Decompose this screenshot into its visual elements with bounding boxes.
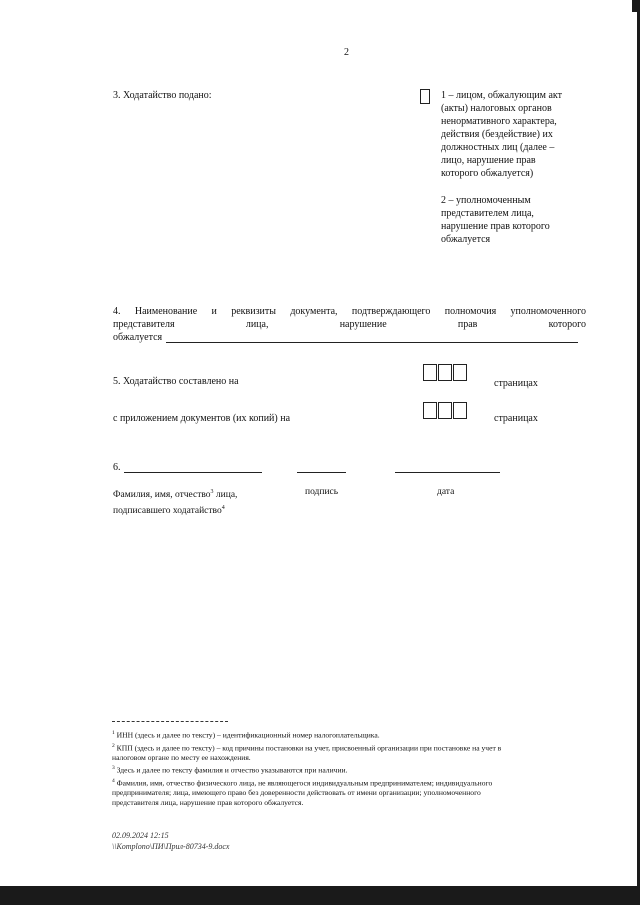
name-signature-line[interactable]	[124, 472, 262, 473]
attachments-digit-box-3[interactable]	[453, 402, 467, 419]
footnote-4-cont2: представителя лица, нарушение прав которого обжалуется.	[112, 798, 304, 808]
footnote-4: $^4$ Фамилия, имя, отчество физического лица, не являющегося индивидуальным предпринимателем; индивидуального	[112, 777, 493, 788]
footnote-3: $^3$ Здесь и далее по тексту фамилия и отчество указываются при наличии.	[112, 765, 348, 775]
footnote-4-cont: предпринимателя; лица, имеющего право без доверенности действовать от имени организации; уполномоченного	[112, 788, 481, 798]
attachments-digit-box-1[interactable]	[423, 402, 437, 419]
footnote-separator	[112, 721, 228, 722]
attachments-label: с приложением документов (их копий) на	[113, 413, 291, 424]
scan-edge-bottom	[0, 889, 640, 905]
scan-edge-top-right	[632, 0, 640, 12]
signature-label: подпись	[305, 487, 339, 497]
section5-label: 5. Ходатайство составлено на	[113, 376, 239, 387]
date-label: дата	[437, 487, 455, 497]
footnote-2-cont: налоговом органе по месту ее нахождения.	[112, 753, 251, 763]
option2-text: 2 – уполномоченным представителем лица, нарушение прав которого обжалуется	[441, 195, 550, 245]
footnotes	[112, 728, 590, 808]
section3-label: 3. Ходатайство подано:	[113, 90, 212, 101]
print-file-path: \\Komplono\ПИ\Прил-80734-9.docx	[112, 842, 230, 851]
pages-digit-box-2[interactable]	[438, 364, 452, 381]
option1-text: 1 – лицом, обжалующим акт (акты) налоговых органов ненормативного характера, действия (бездействие) их должностных лиц (далее – лицо, нарушение прав которого обжалуется)	[441, 90, 562, 179]
pages-digit-box-1[interactable]	[423, 364, 437, 381]
attachments-digit-box-2[interactable]	[438, 402, 452, 419]
section4-line2: представителя лица, нарушение прав которого	[113, 319, 586, 330]
section4-input-line[interactable]	[166, 342, 578, 343]
section4-line1: 4. Наименование и реквизиты документа, подтверждающего полномочия уполномоченного	[113, 306, 586, 317]
section6-number: 6.	[113, 462, 121, 473]
page-number: 2	[344, 47, 349, 58]
signature-line[interactable]	[297, 472, 346, 473]
attachments-pages-label: страницах	[494, 413, 538, 424]
pages-digit-box-3[interactable]	[453, 364, 467, 381]
option1-checkbox[interactable]	[420, 89, 430, 104]
print-datetime: 02.09.2024 12:15	[112, 831, 169, 840]
pages-label: страницах	[494, 378, 538, 389]
name-label: Фамилия, имя, отчество$^3$ лица, подписавшего ходатайство$^4$	[113, 489, 238, 517]
section4-line3: обжалуется	[113, 332, 163, 343]
date-line[interactable]	[395, 472, 500, 473]
footnote-2: $^2$ КПП (здесь и далее по тексту) – код причины постановки на учет, присвоенный организации при постановке на учет в	[112, 742, 502, 753]
footnote-1: $^1$ ИНН (здесь и далее по тексту) – идентификационный номер налогоплательщика.	[112, 730, 380, 740]
